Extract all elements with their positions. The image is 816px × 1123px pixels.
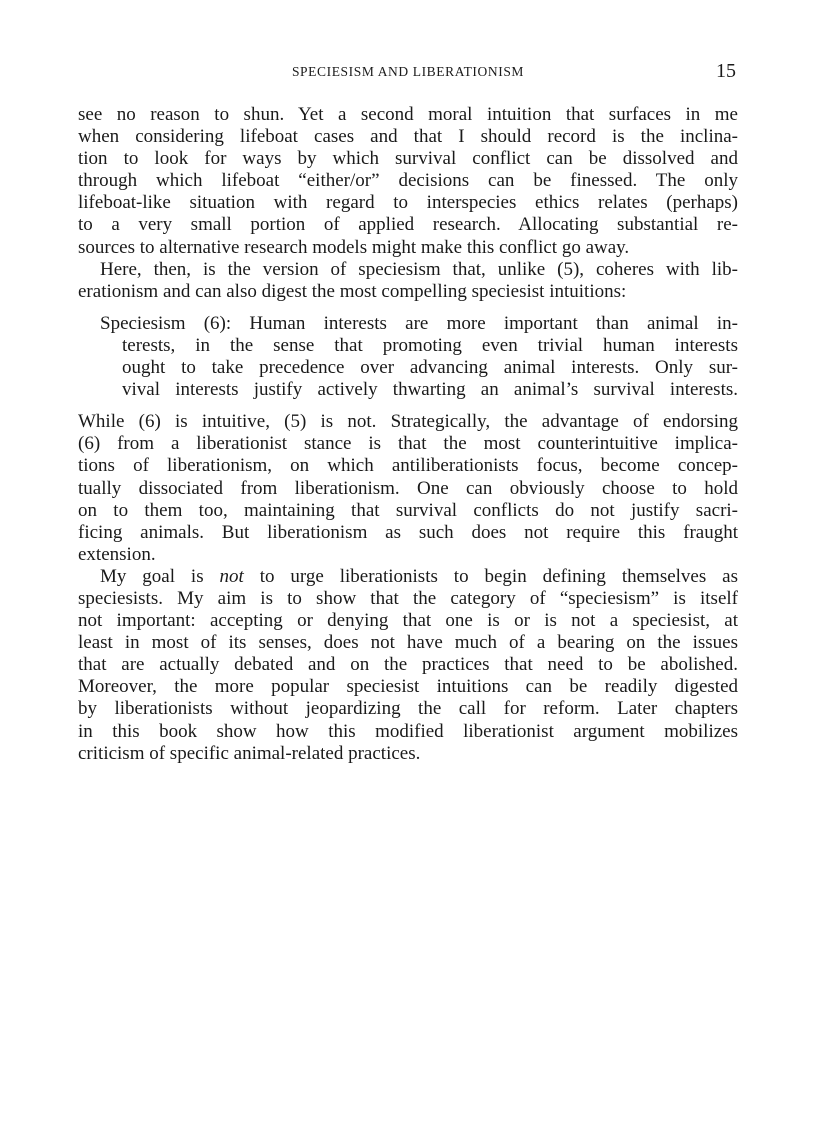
text-line: that are actually debated and on the practices that need to be abolished. xyxy=(78,654,738,676)
text-line: lifeboat-like situation with regard to interspecies ethics relates (perhaps) xyxy=(78,192,738,214)
text-line: see no reason to shun. Yet a second moral intuition that surfaces in me xyxy=(78,104,738,125)
paragraph-3 xyxy=(78,411,738,566)
block-quote xyxy=(100,313,738,401)
text-line: in this book show how this modified liberationist argument mobilizes xyxy=(78,720,738,742)
text-line: on to them too, maintaining that survival conflicts do not justify sacri- xyxy=(78,499,738,521)
text-line: While (6) is intuitive, (5) is not. Strategically, the advantage of endorsing xyxy=(78,411,738,433)
page-number: 15 xyxy=(716,60,736,82)
text-run: to urge liberationists to begin defining themselves as xyxy=(243,565,738,587)
quote-line: vival interests justify actively thwarting an animal’s survival interests. xyxy=(122,379,738,401)
text-line: by liberationists without jeopardizing the call for reform. Later chapters xyxy=(78,698,738,720)
text-line: ficing animals. But liberationism as such does not require this fraught xyxy=(78,521,738,543)
running-head-title: SPECIESISM AND LIBERATIONISM xyxy=(291,64,525,79)
text-line: Moreover, the more popular speciesist intuitions can be readily digested xyxy=(78,676,738,698)
text-line: tually dissociated from liberationism. One can obviously choose to hold xyxy=(78,477,738,499)
text-line: to a very small portion of applied research. Allocating substantial re- xyxy=(78,214,738,236)
emphasis-not: not xyxy=(219,565,244,587)
paragraph-2 xyxy=(78,259,738,303)
body-text xyxy=(78,104,738,765)
text-line: tion to look for ways by which survival conflict can be dissolved and xyxy=(78,148,738,170)
text-line: least in most of its senses, does not have much of a bearing on the issues xyxy=(78,632,738,654)
running-head xyxy=(78,58,738,88)
text-line: erationism and can also digest the most compelling speciesist intuitions: xyxy=(78,280,627,302)
text-line: tions of liberationism, on which antiliberationists focus, become concep- xyxy=(78,455,738,477)
text-line: when considering lifeboat cases and that I should record is the inclina- xyxy=(78,126,738,148)
text-line: (6) from a liberationist stance is that the most counterintuitive implica- xyxy=(78,433,738,455)
text-line: extension. xyxy=(78,543,156,565)
paragraph-4 xyxy=(78,566,738,765)
text-line: through which lifeboat “either/or” decisions can be finessed. The only xyxy=(78,170,738,192)
paragraph-1 xyxy=(78,104,738,259)
text-line: sources to alternative research models might make this conflict go away. xyxy=(78,236,630,258)
text-line: speciesists. My aim is to show that the category of “speciesism” is itself xyxy=(78,587,738,609)
quote-line: terests, in the sense that promoting even trivial human interests xyxy=(122,334,738,356)
book-page xyxy=(78,58,738,765)
text-line: Here, then, is the version of speciesism that, unlike (5), coheres with lib- xyxy=(100,258,738,280)
text-line xyxy=(78,566,738,588)
text-run: My goal is xyxy=(100,565,220,587)
quote-line: ought to take precedence over advancing animal interests. Only sur- xyxy=(122,357,738,379)
text-line: criticism of specific animal-related practices. xyxy=(78,742,421,764)
text-line: not important: accepting or denying that one is or is not a speciesist, at xyxy=(78,610,738,632)
quote-line: Speciesism (6): Human interests are more important than animal in- xyxy=(100,312,738,334)
